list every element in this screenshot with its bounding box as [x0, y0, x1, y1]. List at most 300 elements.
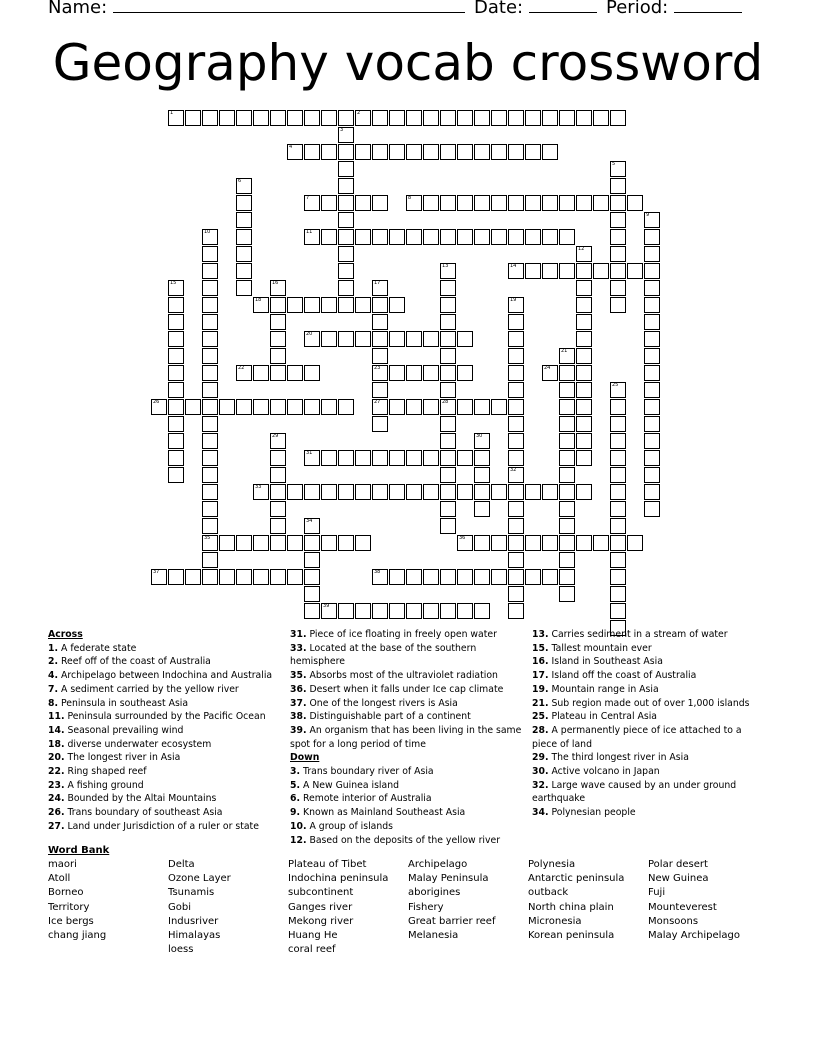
crossword-cell[interactable]: [406, 195, 422, 211]
crossword-cell[interactable]: [576, 382, 592, 398]
crossword-cell[interactable]: [508, 484, 524, 500]
crossword-cell[interactable]: [491, 110, 507, 126]
crossword-cell[interactable]: [338, 603, 354, 619]
crossword-cell[interactable]: [440, 450, 456, 466]
crossword-cell[interactable]: [389, 229, 405, 245]
crossword-cell[interactable]: [525, 195, 541, 211]
crossword-cell[interactable]: [338, 144, 354, 160]
crossword-cell[interactable]: [610, 110, 626, 126]
crossword-cell[interactable]: [423, 484, 439, 500]
crossword-cell[interactable]: [525, 144, 541, 160]
crossword-cell[interactable]: [389, 144, 405, 160]
date-line[interactable]: [529, 0, 597, 13]
crossword-cell[interactable]: [559, 348, 575, 364]
crossword-cell[interactable]: [644, 297, 660, 313]
crossword-cell[interactable]: [287, 144, 303, 160]
crossword-cell[interactable]: [525, 569, 541, 585]
crossword-cell[interactable]: [423, 569, 439, 585]
crossword-cell[interactable]: [440, 467, 456, 483]
crossword-cell[interactable]: [270, 484, 286, 500]
crossword-cell[interactable]: [389, 399, 405, 415]
crossword-cell[interactable]: [508, 314, 524, 330]
crossword-cell[interactable]: [610, 603, 626, 619]
crossword-cell[interactable]: [644, 229, 660, 245]
crossword-cell[interactable]: [610, 178, 626, 194]
crossword-cell[interactable]: [440, 501, 456, 517]
crossword-cell[interactable]: [508, 365, 524, 381]
crossword-cell[interactable]: [406, 399, 422, 415]
crossword-cell[interactable]: [525, 484, 541, 500]
crossword-cell[interactable]: [457, 569, 473, 585]
crossword-cell[interactable]: [440, 433, 456, 449]
crossword-cell[interactable]: [525, 110, 541, 126]
crossword-cell[interactable]: [270, 450, 286, 466]
crossword-cell[interactable]: [168, 569, 184, 585]
crossword-cell[interactable]: [559, 416, 575, 432]
crossword-cell[interactable]: [321, 229, 337, 245]
crossword-cell[interactable]: [593, 263, 609, 279]
crossword-cell[interactable]: [576, 331, 592, 347]
crossword-cell[interactable]: [372, 603, 388, 619]
crossword-cell[interactable]: [457, 450, 473, 466]
crossword-cell[interactable]: [338, 450, 354, 466]
crossword-cell[interactable]: [423, 331, 439, 347]
crossword-cell[interactable]: [593, 110, 609, 126]
crossword-cell[interactable]: [610, 535, 626, 551]
crossword-cell[interactable]: [355, 297, 371, 313]
crossword-cell[interactable]: [406, 365, 422, 381]
crossword-cell[interactable]: [372, 382, 388, 398]
crossword-cell[interactable]: [389, 297, 405, 313]
crossword-cell[interactable]: [440, 484, 456, 500]
crossword-cell[interactable]: [474, 433, 490, 449]
crossword-cell[interactable]: [559, 399, 575, 415]
crossword-cell[interactable]: [644, 263, 660, 279]
crossword-cell[interactable]: [287, 110, 303, 126]
crossword-cell[interactable]: [287, 297, 303, 313]
crossword-cell[interactable]: [644, 416, 660, 432]
crossword-cell[interactable]: [304, 484, 320, 500]
crossword-cell[interactable]: [389, 110, 405, 126]
crossword-cell[interactable]: [202, 246, 218, 262]
crossword-cell[interactable]: [253, 399, 269, 415]
crossword-cell[interactable]: [202, 450, 218, 466]
crossword-cell[interactable]: [389, 331, 405, 347]
crossword-cell[interactable]: [559, 518, 575, 534]
crossword-cell[interactable]: [610, 552, 626, 568]
crossword-cell[interactable]: [559, 569, 575, 585]
crossword-cell[interactable]: [644, 212, 660, 228]
crossword-cell[interactable]: [457, 535, 473, 551]
crossword-cell[interactable]: [355, 110, 371, 126]
crossword-cell[interactable]: [644, 348, 660, 364]
crossword-cell[interactable]: [610, 518, 626, 534]
crossword-cell[interactable]: [372, 314, 388, 330]
crossword-cell[interactable]: [440, 382, 456, 398]
crossword-cell[interactable]: [253, 365, 269, 381]
crossword-cell[interactable]: [474, 501, 490, 517]
crossword-cell[interactable]: [372, 450, 388, 466]
crossword-cell[interactable]: [168, 314, 184, 330]
crossword-cell[interactable]: [372, 110, 388, 126]
crossword-cell[interactable]: [355, 450, 371, 466]
crossword-cell[interactable]: [304, 297, 320, 313]
crossword-cell[interactable]: [440, 314, 456, 330]
crossword-cell[interactable]: [270, 433, 286, 449]
crossword-cell[interactable]: [236, 399, 252, 415]
period-field[interactable]: [606, 0, 742, 18]
crossword-cell[interactable]: [355, 484, 371, 500]
crossword-cell[interactable]: [644, 365, 660, 381]
crossword-cell[interactable]: [270, 399, 286, 415]
crossword-cell[interactable]: [338, 297, 354, 313]
crossword-cell[interactable]: [508, 450, 524, 466]
crossword-cell[interactable]: [610, 467, 626, 483]
crossword-cell[interactable]: [542, 263, 558, 279]
crossword-cell[interactable]: [270, 280, 286, 296]
crossword-cell[interactable]: [236, 280, 252, 296]
crossword-cell[interactable]: [168, 331, 184, 347]
crossword-cell[interactable]: [542, 484, 558, 500]
crossword-cell[interactable]: [372, 399, 388, 415]
crossword-cell[interactable]: [576, 314, 592, 330]
crossword-cell[interactable]: [542, 195, 558, 211]
crossword-cell[interactable]: [270, 518, 286, 534]
crossword-cell[interactable]: [576, 433, 592, 449]
crossword-cell[interactable]: [559, 110, 575, 126]
crossword-cell[interactable]: [321, 297, 337, 313]
crossword-cell[interactable]: [423, 603, 439, 619]
crossword-cell[interactable]: [304, 603, 320, 619]
crossword-cell[interactable]: [440, 280, 456, 296]
crossword-cell[interactable]: [168, 280, 184, 296]
crossword-cell[interactable]: [491, 484, 507, 500]
crossword-cell[interactable]: [525, 535, 541, 551]
crossword-cell[interactable]: [372, 365, 388, 381]
crossword-cell[interactable]: [321, 603, 337, 619]
crossword-cell[interactable]: [338, 229, 354, 245]
crossword-cell[interactable]: [423, 399, 439, 415]
crossword-cell[interactable]: [270, 535, 286, 551]
crossword-cell[interactable]: [474, 603, 490, 619]
crossword-cell[interactable]: [474, 535, 490, 551]
crossword-cell[interactable]: [287, 484, 303, 500]
crossword-cell[interactable]: [236, 569, 252, 585]
crossword-cell[interactable]: [610, 195, 626, 211]
crossword-cell[interactable]: [576, 365, 592, 381]
crossword-cell[interactable]: [168, 433, 184, 449]
crossword-cell[interactable]: [338, 161, 354, 177]
crossword-cell[interactable]: [576, 263, 592, 279]
crossword-cell[interactable]: [474, 399, 490, 415]
crossword-cell[interactable]: [270, 569, 286, 585]
crossword-cell[interactable]: [355, 144, 371, 160]
crossword-cell[interactable]: [338, 399, 354, 415]
crossword-cell[interactable]: [270, 365, 286, 381]
crossword-cell[interactable]: [440, 569, 456, 585]
crossword-cell[interactable]: [236, 212, 252, 228]
crossword-cell[interactable]: [219, 535, 235, 551]
crossword-cell[interactable]: [321, 450, 337, 466]
crossword-cell[interactable]: [338, 127, 354, 143]
crossword-cell[interactable]: [440, 331, 456, 347]
crossword-cell[interactable]: [202, 229, 218, 245]
crossword-cell[interactable]: [236, 178, 252, 194]
crossword-cell[interactable]: [610, 569, 626, 585]
crossword-cell[interactable]: [610, 501, 626, 517]
crossword-cell[interactable]: [321, 331, 337, 347]
crossword-cell[interactable]: [406, 569, 422, 585]
crossword-cell[interactable]: [202, 399, 218, 415]
crossword-cell[interactable]: [338, 110, 354, 126]
crossword-cell[interactable]: [236, 263, 252, 279]
crossword-cell[interactable]: [304, 552, 320, 568]
crossword-cell[interactable]: [576, 535, 592, 551]
crossword-cell[interactable]: [610, 382, 626, 398]
crossword-cell[interactable]: [202, 501, 218, 517]
crossword-cell[interactable]: [508, 603, 524, 619]
crossword-cell[interactable]: [525, 263, 541, 279]
crossword-cell[interactable]: [236, 535, 252, 551]
crossword-cell[interactable]: [644, 399, 660, 415]
crossword-cell[interactable]: [610, 212, 626, 228]
crossword-cell[interactable]: [559, 382, 575, 398]
crossword-cell[interactable]: [610, 484, 626, 500]
crossword-cell[interactable]: [304, 331, 320, 347]
crossword-cell[interactable]: [474, 569, 490, 585]
crossword-cell[interactable]: [644, 501, 660, 517]
crossword-cell[interactable]: [508, 229, 524, 245]
crossword-cell[interactable]: [508, 467, 524, 483]
crossword-cell[interactable]: [321, 535, 337, 551]
crossword-cell[interactable]: [253, 484, 269, 500]
crossword-cell[interactable]: [508, 552, 524, 568]
crossword-cell[interactable]: [304, 110, 320, 126]
crossword-cell[interactable]: [338, 331, 354, 347]
crossword-cell[interactable]: [168, 382, 184, 398]
crossword-cell[interactable]: [423, 229, 439, 245]
crossword-cell[interactable]: [355, 195, 371, 211]
crossword-cell[interactable]: [474, 467, 490, 483]
crossword-cell[interactable]: [304, 586, 320, 602]
crossword-cell[interactable]: [202, 433, 218, 449]
crossword-cell[interactable]: [440, 144, 456, 160]
crossword-cell[interactable]: [338, 178, 354, 194]
crossword-cell[interactable]: [423, 450, 439, 466]
crossword-cell[interactable]: [202, 314, 218, 330]
crossword-cell[interactable]: [491, 195, 507, 211]
crossword-cell[interactable]: [593, 535, 609, 551]
crossword-cell[interactable]: [168, 399, 184, 415]
crossword-cell[interactable]: [270, 297, 286, 313]
crossword-cell[interactable]: [593, 195, 609, 211]
crossword-cell[interactable]: [338, 246, 354, 262]
crossword-cell[interactable]: [185, 399, 201, 415]
crossword-cell[interactable]: [202, 484, 218, 500]
crossword-cell[interactable]: [270, 501, 286, 517]
crossword-cell[interactable]: [219, 110, 235, 126]
crossword-cell[interactable]: [372, 484, 388, 500]
crossword-cell[interactable]: [440, 110, 456, 126]
crossword-cell[interactable]: [287, 535, 303, 551]
crossword-cell[interactable]: [457, 365, 473, 381]
crossword-cell[interactable]: [610, 399, 626, 415]
crossword-cell[interactable]: [644, 314, 660, 330]
crossword-cell[interactable]: [304, 365, 320, 381]
crossword-cell[interactable]: [338, 195, 354, 211]
crossword-cell[interactable]: [576, 195, 592, 211]
crossword-cell[interactable]: [168, 110, 184, 126]
crossword-cell[interactable]: [202, 535, 218, 551]
crossword-cell[interactable]: [372, 331, 388, 347]
crossword-cell[interactable]: [491, 229, 507, 245]
crossword-cell[interactable]: [508, 297, 524, 313]
crossword-cell[interactable]: [372, 348, 388, 364]
crossword-cell[interactable]: [202, 331, 218, 347]
crossword-cell[interactable]: [440, 195, 456, 211]
crossword-cell[interactable]: [168, 297, 184, 313]
crossword-cell[interactable]: [406, 110, 422, 126]
crossword-cell[interactable]: [406, 603, 422, 619]
crossword-cell[interactable]: [287, 569, 303, 585]
crossword-cell[interactable]: [355, 535, 371, 551]
crossword-cell[interactable]: [457, 603, 473, 619]
crossword-cell[interactable]: [321, 484, 337, 500]
crossword-cell[interactable]: [406, 144, 422, 160]
crossword-cell[interactable]: [508, 399, 524, 415]
crossword-cell[interactable]: [321, 110, 337, 126]
crossword-cell[interactable]: [644, 450, 660, 466]
crossword-cell[interactable]: [270, 314, 286, 330]
crossword-cell[interactable]: [559, 229, 575, 245]
crossword-cell[interactable]: [389, 569, 405, 585]
crossword-cell[interactable]: [372, 416, 388, 432]
crossword-cell[interactable]: [559, 467, 575, 483]
crossword-cell[interactable]: [576, 399, 592, 415]
crossword-cell[interactable]: [355, 603, 371, 619]
crossword-cell[interactable]: [440, 518, 456, 534]
crossword-cell[interactable]: [406, 484, 422, 500]
crossword-cell[interactable]: [491, 535, 507, 551]
crossword-cell[interactable]: [389, 450, 405, 466]
crossword-cell[interactable]: [338, 212, 354, 228]
crossword-cell[interactable]: [389, 365, 405, 381]
crossword-cell[interactable]: [219, 399, 235, 415]
crossword-cell[interactable]: [202, 110, 218, 126]
crossword-cell[interactable]: [508, 569, 524, 585]
crossword-cell[interactable]: [168, 365, 184, 381]
crossword-cell[interactable]: [270, 110, 286, 126]
crossword-cell[interactable]: [440, 263, 456, 279]
crossword-cell[interactable]: [321, 399, 337, 415]
crossword-cell[interactable]: [423, 110, 439, 126]
crossword-cell[interactable]: [508, 518, 524, 534]
crossword-cell[interactable]: [253, 569, 269, 585]
crossword-cell[interactable]: [440, 229, 456, 245]
date-field[interactable]: [474, 0, 597, 18]
crossword-cell[interactable]: [440, 365, 456, 381]
crossword-cell[interactable]: [202, 552, 218, 568]
crossword-cell[interactable]: [372, 280, 388, 296]
crossword-cell[interactable]: [559, 535, 575, 551]
crossword-cell[interactable]: [185, 110, 201, 126]
crossword-cell[interactable]: [202, 467, 218, 483]
crossword-cell[interactable]: [644, 280, 660, 296]
crossword-cell[interactable]: [610, 161, 626, 177]
crossword-cell[interactable]: [202, 569, 218, 585]
crossword-cell[interactable]: [474, 484, 490, 500]
crossword-cell[interactable]: [304, 535, 320, 551]
crossword-cell[interactable]: [253, 535, 269, 551]
crossword-cell[interactable]: [202, 348, 218, 364]
crossword-cell[interactable]: [202, 382, 218, 398]
crossword-cell[interactable]: [202, 297, 218, 313]
crossword-cell[interactable]: [508, 382, 524, 398]
crossword-cell[interactable]: [168, 416, 184, 432]
crossword-cell[interactable]: [457, 331, 473, 347]
crossword-cell[interactable]: [423, 365, 439, 381]
crossword-cell[interactable]: [338, 280, 354, 296]
crossword-cell[interactable]: [372, 195, 388, 211]
crossword-cell[interactable]: [151, 569, 167, 585]
crossword-cell[interactable]: [542, 569, 558, 585]
crossword-cell[interactable]: [491, 569, 507, 585]
crossword-cell[interactable]: [236, 229, 252, 245]
crossword-cell[interactable]: [508, 501, 524, 517]
crossword-cell[interactable]: [508, 331, 524, 347]
crossword-cell[interactable]: [508, 416, 524, 432]
crossword-cell[interactable]: [610, 416, 626, 432]
crossword-cell[interactable]: [508, 110, 524, 126]
crossword-cell[interactable]: [440, 399, 456, 415]
crossword-cell[interactable]: [457, 484, 473, 500]
crossword-cell[interactable]: [474, 110, 490, 126]
crossword-cell[interactable]: [610, 450, 626, 466]
crossword-cell[interactable]: [491, 399, 507, 415]
crossword-cell[interactable]: [559, 484, 575, 500]
crossword-cell[interactable]: [168, 348, 184, 364]
name-field[interactable]: [48, 0, 465, 18]
crossword-cell[interactable]: [338, 263, 354, 279]
crossword-cell[interactable]: [406, 229, 422, 245]
crossword-cell[interactable]: [576, 484, 592, 500]
crossword-cell[interactable]: [355, 229, 371, 245]
crossword-cell[interactable]: [406, 450, 422, 466]
crossword-cell[interactable]: [321, 144, 337, 160]
crossword-cell[interactable]: [542, 110, 558, 126]
crossword-cell[interactable]: [627, 263, 643, 279]
crossword-cell[interactable]: [440, 297, 456, 313]
crossword-cell[interactable]: [372, 229, 388, 245]
crossword-cell[interactable]: [610, 263, 626, 279]
crossword-cell[interactable]: [270, 348, 286, 364]
crossword-cell[interactable]: [627, 535, 643, 551]
crossword-cell[interactable]: [559, 450, 575, 466]
crossword-cell[interactable]: [610, 229, 626, 245]
crossword-cell[interactable]: [525, 229, 541, 245]
crossword-cell[interactable]: [423, 195, 439, 211]
crossword-cell[interactable]: [236, 110, 252, 126]
crossword-cell[interactable]: [202, 416, 218, 432]
crossword-cell[interactable]: [644, 331, 660, 347]
crossword-cell[interactable]: [508, 535, 524, 551]
crossword-cell[interactable]: [474, 229, 490, 245]
crossword-cell[interactable]: [168, 467, 184, 483]
crossword-cell[interactable]: [644, 246, 660, 262]
crossword-cell[interactable]: [508, 263, 524, 279]
crossword-cell[interactable]: [253, 297, 269, 313]
crossword-cell[interactable]: [542, 365, 558, 381]
